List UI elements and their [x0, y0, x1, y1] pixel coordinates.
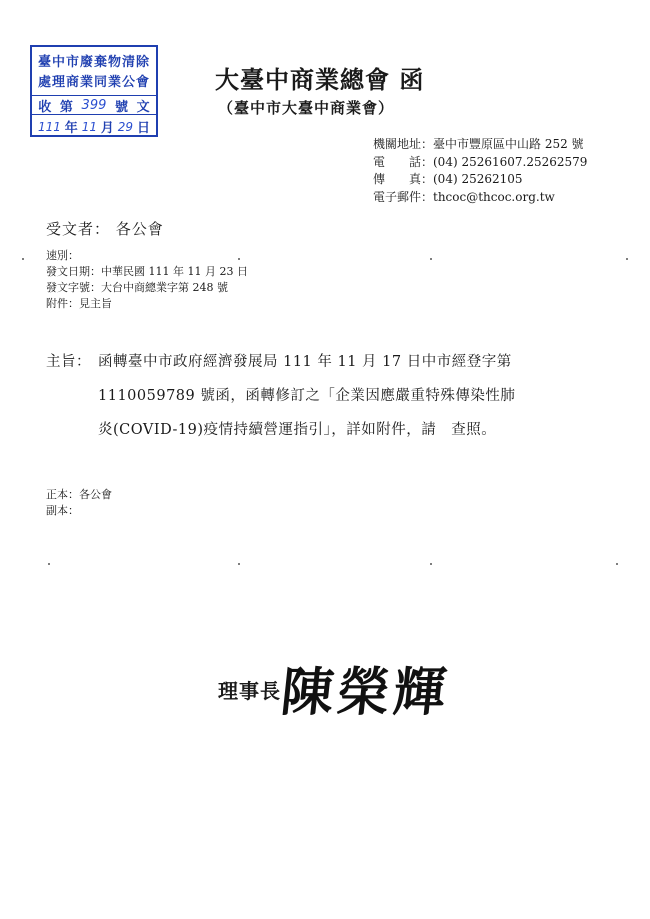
meta-docno-value: 大台中商總業字第 248 號: [101, 281, 228, 294]
org-title: 大臺中商業總會 函: [215, 65, 425, 94]
subject-label: 主旨：: [46, 354, 91, 370]
subject-line2-row: [46, 379, 606, 413]
cc-original-value: 各公會: [79, 488, 112, 501]
meta-date-label: 發文日期：: [46, 265, 101, 278]
stamp-receipt-number-row: [32, 95, 156, 115]
org-subtitle: （臺中市大臺中商業會）: [218, 99, 395, 117]
subject: [46, 345, 606, 447]
signature-title: 理事長: [218, 679, 281, 703]
contact-phone-row: [373, 154, 587, 172]
contact-address-label: 機關地址：: [373, 137, 434, 151]
stamp-receipt-prefix: 收: [38, 99, 52, 115]
subject-indent: [46, 379, 98, 413]
document-meta: [46, 248, 248, 312]
meta-attachment-label: 附件：: [46, 297, 79, 310]
cc-copy-label: 副本：: [46, 504, 79, 517]
seal-dot: [430, 563, 432, 565]
contact-info: [373, 136, 587, 206]
stamp-date-day-label: 日: [136, 121, 150, 136]
stamp-receipt-di: 第: [59, 99, 73, 115]
contact-fax-row: [373, 171, 587, 189]
seal-dot: [430, 258, 432, 260]
seal-dot: [48, 563, 50, 565]
recipient-value: 各公會: [115, 220, 164, 238]
contact-email-row: [373, 189, 587, 207]
contact-email-value: thcoc@thcoc.org.tw: [433, 189, 555, 204]
subject-line3: 炎(COVID-19)疫情持續營運指引」，詳如附件，請 查照。: [98, 422, 497, 438]
contact-address-value: 臺中市豐原區中山路 252 號: [433, 137, 584, 151]
seal-dot: [238, 563, 240, 565]
subject-line3-row: [46, 413, 606, 447]
recipient-label: 受文者：: [46, 220, 111, 238]
recipient: [46, 218, 164, 239]
seal-dot: [616, 563, 618, 565]
seal-dot: [626, 258, 628, 260]
contact-phone-label: 電 話：: [373, 154, 434, 169]
meta-docno-label: 發文字號：: [46, 281, 101, 294]
subject-line1-row: [46, 345, 606, 379]
meta-date-value: 中華民國 111 年 11 月 23 日: [101, 265, 248, 278]
cc-copy-row: [46, 503, 112, 519]
subject-line1: 函轉臺中市政府經濟發展局 111 年 11 月 17 日中市經登字第: [98, 354, 512, 370]
contact-phone-value: (04) 25261607.25262579: [433, 154, 588, 169]
stamp-org-line1: 臺中市廢棄物清除: [37, 55, 150, 70]
meta-attachment-value: 見主旨: [79, 297, 112, 310]
received-stamp: [30, 45, 158, 137]
contact-fax-label: 傳 真：: [373, 172, 434, 186]
contact-email-label: 電子郵件：: [373, 189, 434, 204]
meta-attachment-row: [46, 296, 248, 312]
contact-address-row: [373, 136, 587, 154]
stamp-date-row: [32, 117, 156, 136]
stamp-date-month: 11: [81, 119, 97, 134]
stamp-org-line2: 處理商業同業公會: [37, 75, 150, 90]
meta-speed-row: [46, 248, 248, 264]
meta-date-row: [46, 264, 248, 280]
contact-fax-value: (04) 25262105: [433, 172, 523, 186]
subject-indent: [46, 413, 98, 447]
signature-name: 陳榮輝: [278, 662, 453, 723]
stamp-date-day: 29: [117, 119, 134, 134]
stamp-date-year-label: 年: [64, 121, 78, 136]
meta-docno-row: [46, 280, 248, 296]
stamp-date-year: 111: [37, 119, 61, 134]
stamp-receipt-number: 399: [81, 97, 107, 113]
subject-line2: 1110059789 號函，函轉修訂之「企業因應嚴重特殊傳染性肺: [98, 388, 516, 404]
cc-original-label: 正本：: [46, 488, 79, 501]
seal-dot: [238, 258, 240, 260]
stamp-receipt-hao: 號: [114, 99, 128, 115]
stamp-receipt-wen: 文: [136, 99, 150, 115]
meta-speed-label: 速別：: [46, 249, 79, 262]
stamp-date-month-label: 月: [100, 121, 114, 136]
copies: [46, 487, 112, 519]
seal-dot: [22, 258, 24, 260]
cc-original-row: [46, 487, 112, 503]
